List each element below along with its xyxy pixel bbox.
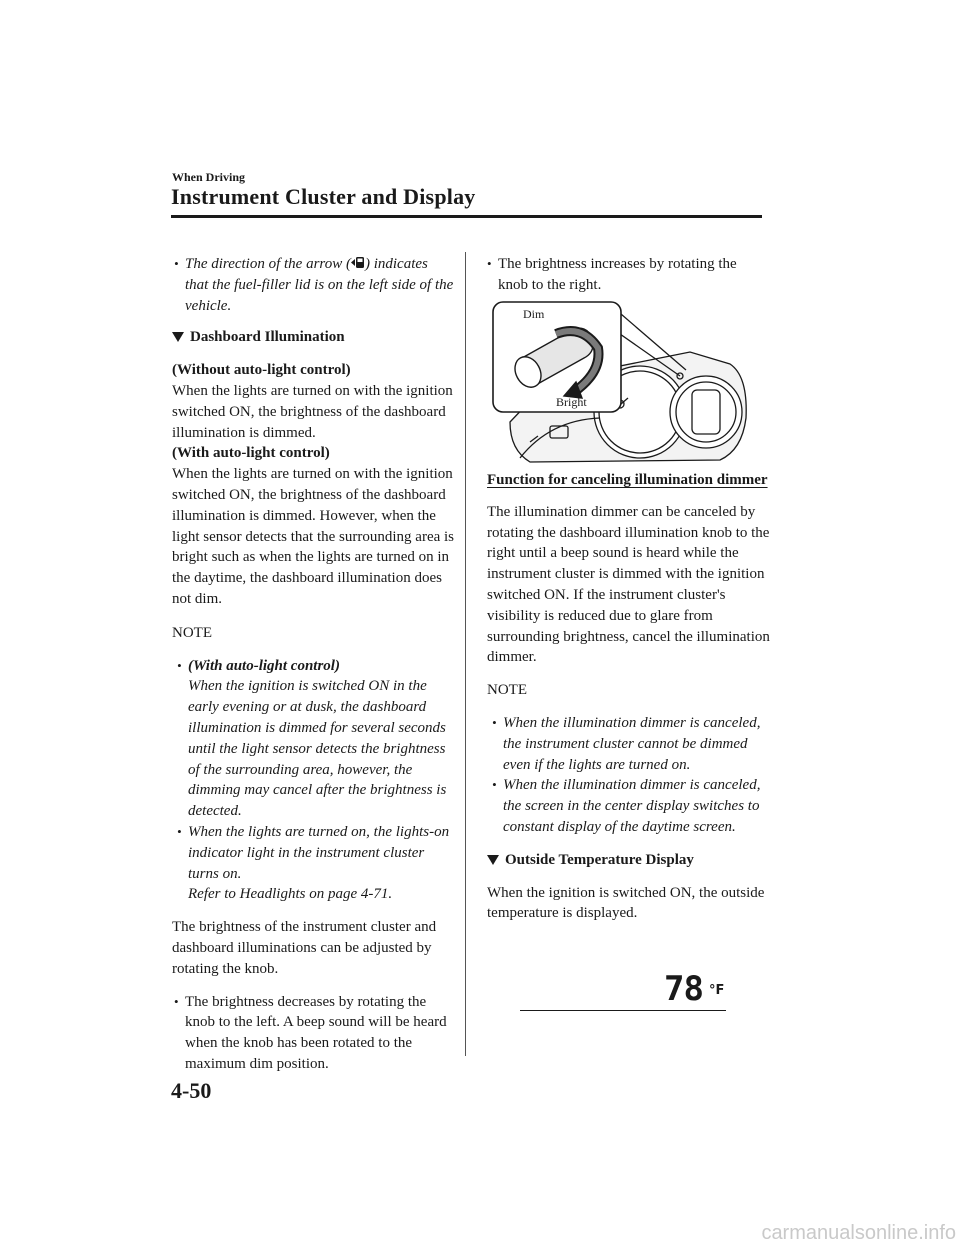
dim-bullet-text: The brightness decreases by rotating the knob to the left. A beep sound will be heard when the knob has been rotated to the maximum dim position. [185, 993, 447, 1072]
canceling-paragraph: The illumination dimmer can be canceled by rotating the dashboard illumination knob to the right until a beep sound is heard while the instrument cluster is dimmed with the ignition switched ON. If the instrument cluster's visibility is reduced due to glare from surrounding brightness, cancel the illumination dimmer. [487, 503, 770, 666]
bullet-dot: • [174, 256, 179, 271]
note-label: NOTE [172, 624, 212, 641]
bullet-dot: • [492, 714, 497, 730]
dim-label: Dim [523, 307, 545, 321]
page-title: Instrument Cluster and Display [171, 184, 476, 209]
temperature-display [520, 969, 726, 1012]
bullet-dot: • [492, 777, 497, 793]
note-bullet-2 [175, 822, 454, 905]
bullet-dot: • [177, 657, 182, 673]
bright-bullet-text: The brightness increases by rotating the knob to the right. [498, 256, 737, 293]
triangle-icon [172, 332, 184, 342]
note1-body: When the ignition is switched ON in the early evening or at dusk, the dashboard illumination is dimmed for several seconds until the light sensor detects the brightness of the surrounding area, however, the dimming may cancel after the brightness is detected. [188, 678, 447, 820]
subheading-with-auto: (With auto-light control) [172, 445, 330, 462]
fuel-lid-bullet [172, 254, 454, 316]
knob-paragraph: The brightness of the instrument cluster and dashboard illuminations can be adjusted by rotating the knob. [172, 919, 437, 977]
paragraph-without-auto: When the lights are turned on with the ignition switched ON, the brightness of the dashboard illumination is dimmed. [172, 382, 453, 441]
temperature-unit: °F [709, 983, 725, 998]
heading-text: Outside Temperature Display [505, 851, 694, 868]
title-rule [171, 215, 762, 218]
heading-text: Dashboard Illumination [190, 329, 345, 346]
dashboard-illumination-heading [172, 327, 454, 348]
bright-label: Bright [556, 395, 587, 409]
subheading-without-auto: (Without auto-light control) [172, 362, 351, 379]
right-note-bullet-2 [490, 775, 771, 837]
bullet-dot: • [174, 993, 179, 1009]
paragraph-with-auto: When the lights are turned on with the ignition switched ON, the brightness of the dashboard illumination is dimmed. However, when the light sensor detects that the surrounding area is bright such as when the lights are turned on in the daytime, the dashboard illumination does not dim. [172, 466, 455, 607]
right-note-bullet-1 [490, 713, 771, 775]
note-bullet-1 [175, 656, 454, 822]
note-label-right: NOTE [487, 682, 527, 699]
column-divider [465, 252, 466, 1056]
outside-temp-paragraph: When the ignition is switched ON, the outside temperature is displayed. [487, 884, 765, 922]
watermark: carmanualsonline.info [761, 1222, 956, 1244]
note2-body: When the lights are turned on, the lights-on indicator light in the instrument cluster turns on. [188, 823, 450, 882]
right-note2-text: When the illumination dimmer is canceled, the screen in the center display switches to constant display of the daytime screen. [503, 777, 761, 835]
bright-bullet [485, 254, 767, 296]
temperature-value: 78 [664, 969, 703, 1009]
fuel-arrow-icon [351, 256, 365, 269]
note1-title: (With auto-light control) [188, 657, 340, 674]
left-column [172, 254, 454, 1075]
right-column-body [487, 470, 771, 924]
bullet-dot: • [177, 823, 182, 839]
fuel-lid-text-end: ) indicates that the fuel-filler lid is on the left side of the vehicle. [185, 256, 454, 314]
page-number: 4-50 [171, 1078, 212, 1103]
dim-bullet [172, 992, 454, 1075]
note2-reference: Refer to Headlights on page 4-71. [188, 886, 393, 903]
right-column-top [485, 254, 767, 296]
section-label: When Driving [172, 170, 246, 184]
canceling-subheading: Function for canceling illumination dimmer [487, 472, 768, 488]
fuel-lid-text-start: The direction of the arrow ( [185, 256, 351, 272]
right-note1-text: When the illumination dimmer is canceled, the instrument cluster cannot be dimmed even if the lights are turned on. [503, 714, 761, 773]
bullet-dot: • [487, 256, 492, 271]
triangle-icon [487, 855, 499, 865]
outside-temp-heading [487, 850, 771, 871]
temperature-underline [520, 1010, 726, 1011]
illumination-knob-figure [490, 300, 760, 470]
